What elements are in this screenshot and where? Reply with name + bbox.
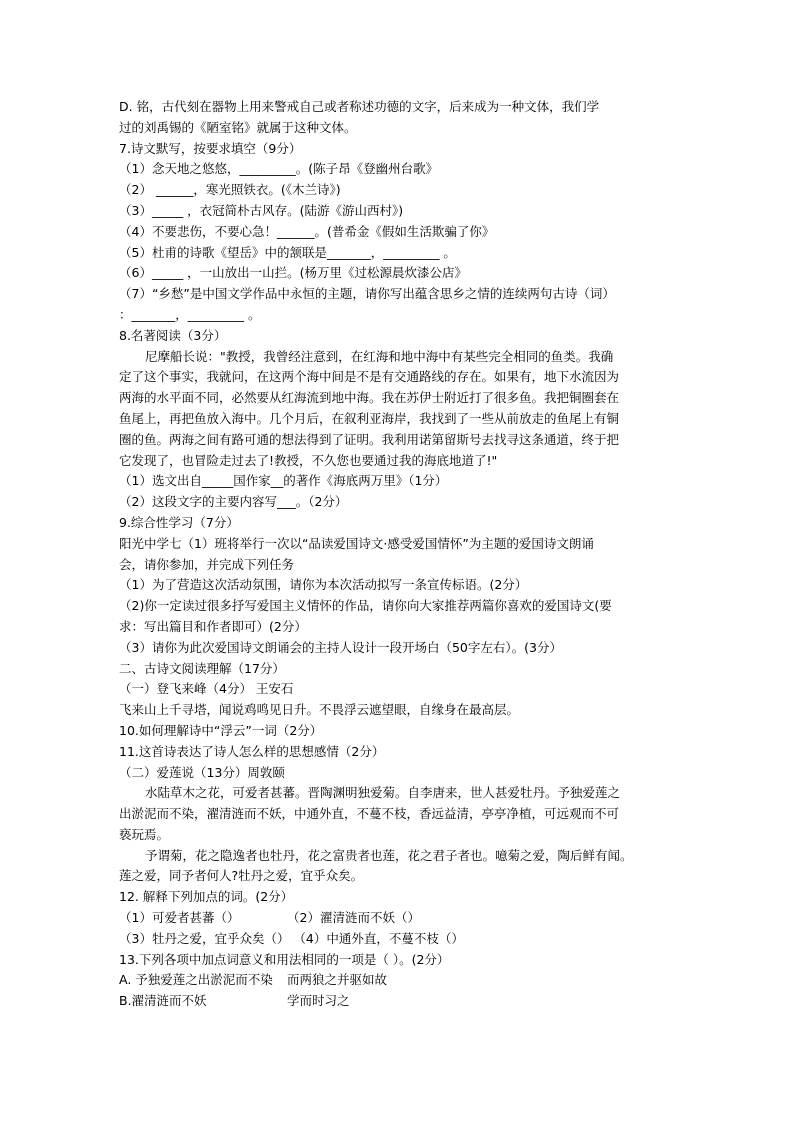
essay-title: （二）爱莲说（13分）周敦颐 bbox=[119, 764, 285, 780]
option-d-line-1: D. 铭，古代刻在器物上用来警戒自己或者称述功德的文字，后来成为一种文体，我们学 bbox=[119, 99, 600, 114]
exam-page bbox=[119, 97, 679, 1012]
q8-passage-line-2: 定了这个事实，我就问，在这两个海中间是不是有交通路线的存在。如果有，地下水流因为 bbox=[119, 369, 620, 385]
q13-option-b-left: B.濯清涟而不妖 bbox=[119, 993, 207, 1009]
q12-item-1: （1）可爱者甚蕃（） bbox=[119, 910, 240, 926]
q9-sub-1: （1）为了营造这次活动氛围，请你为本次活动拟写一条宣传标语。(2分） bbox=[119, 577, 528, 593]
q8-passage-line-3: 两海的水平面不同，必然要从红海流到地中海。我在苏伊士附近打了很多鱼。我把铜圈套在 bbox=[119, 390, 620, 406]
section-2-heading: 二、古诗文阅读理解（17分） bbox=[119, 660, 285, 676]
q9-intro-line-2: 会，请你参加，并完成下列任务 bbox=[119, 556, 295, 572]
q8-sub-1: （1）选文出自_____国作家__的著作《海底两万里》（1分） bbox=[119, 473, 448, 489]
q7-item-5: （5）杜甫的诗歌《望岳》中的颔联是_______，_________ 。 bbox=[119, 244, 456, 260]
q13-option-a-right: 而两狼之并驱如故 bbox=[287, 972, 388, 988]
q13-heading: 13.下列各项中加点词意义和用法相同的一项是（ ）。(2分） bbox=[119, 951, 450, 967]
q9-intro-line-1: 阳光中学七（1）班将举行一次以“品读爱国诗文·感受爱国情怀”为主题的爱国诗文朗诵 bbox=[119, 535, 594, 551]
q7-item-3: （3）_____ ，衣冠简朴古风存。(陆游《游山西村》) bbox=[119, 202, 404, 218]
q8-sub-2: （2）这段文字的主要内容写___。（2分） bbox=[119, 494, 348, 510]
q9-sub-3: （3）请你为此次爱国诗文朗诵会的主持人设计一段开场白（50字左右）。(3分） bbox=[119, 639, 562, 655]
q13-option-b bbox=[119, 991, 679, 1012]
q10: 10.如何理解诗中“浮云”一词（2分） bbox=[119, 722, 323, 738]
q8-passage-line-5: 圈的鱼。两海之间有路可通的想法得到了证明。我利用诺第留斯号去找寻这条通道，终于把 bbox=[119, 431, 620, 447]
q8-passage-line-4: 鱼尾上，再把鱼放入海中。几个月后，在叙利亚海岸，我找到了一些从前放走的鱼尾上有铜 bbox=[119, 410, 620, 426]
q8-heading: 8.名著阅读（3分） bbox=[119, 327, 227, 343]
q9-sub-2-line-1: （2)你一定读过很多抒写爱国主义情怀的作品，请你向大家推荐两篇你喜欢的爱国诗文(要 bbox=[119, 598, 612, 614]
q7-item-1: （1）念天地之悠悠，_________。(陈子昂《登幽州台歌》 bbox=[119, 161, 439, 177]
q9-heading: 9.综合性学习（7分） bbox=[119, 514, 239, 530]
q12-heading: 12. 解释下列加点的词。(2分） bbox=[119, 889, 294, 905]
poem-title: （一）登飞来峰（4分） 王安石 bbox=[119, 681, 294, 697]
essay-line-5: 莲之爱，同予者何人?牡丹之爱，宜乎众矣。 bbox=[119, 868, 364, 884]
q7-item-7-blanks: ：_______，_________ 。 bbox=[119, 306, 261, 322]
q9-sub-2-line-2: 求：写出篇目和作者即可）(2分） bbox=[119, 618, 307, 634]
essay-line-1: 水陆草木之花，可爱者甚蕃。晋陶渊明独爱菊。自李唐来，世人甚爱牡丹。予独爱莲之 bbox=[145, 785, 621, 801]
q13-option-a-left: A. 予独爱莲之出淤泥而不染 bbox=[119, 972, 273, 988]
q12-row-1 bbox=[119, 908, 679, 929]
option-d-line-2: 过的刘禹锡的《陋室铭》就属于这种文体。 bbox=[119, 119, 357, 135]
q12-item-2: （2）濯清涟而不妖（） bbox=[287, 910, 420, 926]
q8-passage-line-6: 它发现了，也冒险走过去了!教授，不久您也要通过我的海底地道了!" bbox=[119, 452, 498, 468]
essay-line-4: 予谓菊，花之隐逸者也牡丹，花之富贵者也莲，花之君子者也。噫菊之爱，陶后鲜有闻。 bbox=[145, 847, 633, 863]
q11: 11.这首诗表达了诗人怎么样的思想感情（2分） bbox=[119, 743, 385, 759]
q7-item-4: （4）不要悲伤，不要心急！______。(普希金《假如生活欺骗了你》 bbox=[119, 223, 495, 239]
q13-option-b-right: 学而时习之 bbox=[287, 993, 350, 1009]
poem-text: 飞来山上千寻塔，闻说鸡鸣见日升。不畏浮云遮望眼，自缘身在最高层。 bbox=[119, 702, 520, 718]
q13-option-a bbox=[119, 970, 679, 991]
essay-line-2: 出淤泥而不染，濯清涟而不妖，中通外直，不蔓不枝，香远益清，亭亭净植，可远观而不可 bbox=[119, 806, 620, 822]
q7-item-6: （6）_____ ，一山放出一山拦。(杨万里《过松源晨炊漆公店》 bbox=[119, 265, 468, 281]
q8-passage-line-1: 尼摩船长说："教授，我曾经注意到，在红海和地中海中有某些完全相同的鱼类。我确 bbox=[145, 348, 614, 364]
q7-item-2: （2） ______，寒光照铁衣。(《木兰诗》) bbox=[119, 182, 341, 198]
q7-item-7: （7）“乡愁”是中国文学作品中永恒的主题，请你写出蕴含思乡之情的连续两句古诗（词） bbox=[119, 286, 615, 302]
q7-heading: 7.诗文默写，按要求填空（9分） bbox=[119, 140, 302, 156]
q12-row-2: （3）牡丹之爱，宜乎众矣（） （4）中通外直，不蔓不枝（） bbox=[119, 930, 464, 946]
essay-line-3: 亵玩焉。 bbox=[119, 826, 170, 842]
